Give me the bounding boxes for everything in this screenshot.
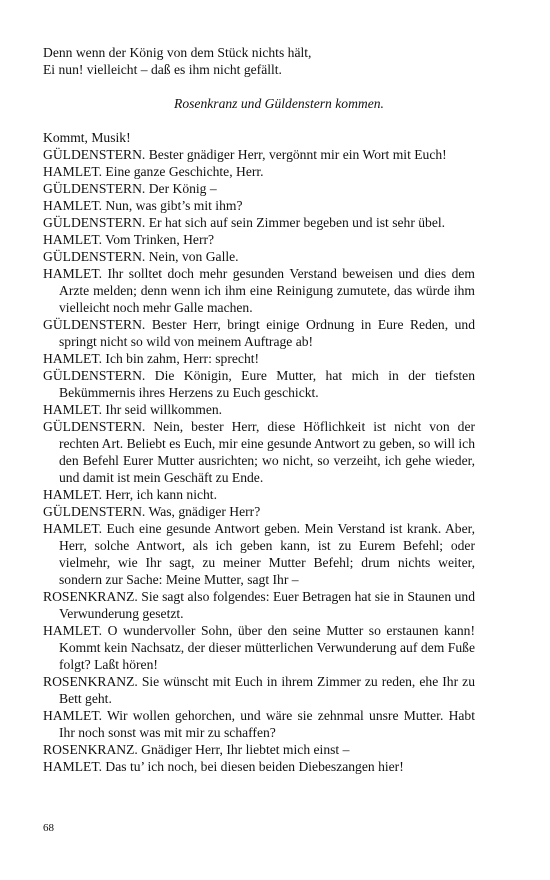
speech: HAMLET. Nun, was gibt’s mit ihm? [43, 198, 243, 213]
verse-block [43, 44, 475, 78]
stage-direction: Rosenkranz und Güldenstern kommen. [174, 96, 384, 111]
speech: HAMLET. Ihr seid willkommen. [43, 402, 223, 417]
speech: GÜLDENSTERN. Bester Herr, bringt einige Ordnung in Eure Reden, und springt nicht so wild von meinem Auftrage ab! [43, 317, 475, 349]
speech: GÜLDENSTERN. Nein, von Galle. [43, 249, 239, 264]
speech: HAMLET. Das tu’ ich noch, bei diesen beiden Diebeszangen hier! [43, 759, 404, 774]
speech: ROSENKRANZ. Sie sagt also folgendes: Euer Betragen hat sie in Staunen und Verwunderung gesetzt. [43, 589, 475, 621]
speech: GÜLDENSTERN. Was, gnädiger Herr? [43, 504, 261, 519]
speech: GÜLDENSTERN. Er hat sich auf sein Zimmer begeben und ist sehr übel. [43, 215, 446, 230]
speech: HAMLET. Ich bin zahm, Herr: sprecht! [43, 351, 260, 366]
speech: GÜLDENSTERN. Nein, bester Herr, diese Höflichkeit ist nicht von der rechten Art. Beliebt es Euch, mir eine gesunde Antwort zu geben, so will ich den Befehl Eurer Mutter ausrichten; wo nicht, so verzeiht, ich gehe wieder, und damit ist mein Geschäft zu Ende. [43, 419, 476, 485]
speech: GÜLDENSTERN. Der König – [43, 181, 217, 196]
verse-line: Ei nun! vielleicht – daß es ihm nicht gefällt. [43, 62, 282, 77]
speech: ROSENKRANZ. Gnädiger Herr, Ihr liebtet mich einst – [43, 742, 350, 757]
opening-line: Kommt, Musik! [43, 130, 131, 145]
speech: HAMLET. Ihr solltet doch mehr gesunden Verstand beweisen und dies dem Arzte melden; denn wenn ich ihm eine Reinigung zumutete, das würde ihm vielleicht noch mehr Galle machen. [43, 266, 475, 315]
speech: HAMLET. Vom Trinken, Herr? [43, 232, 215, 247]
speech: HAMLET. Wir wollen gehorchen, und wäre sie zehnmal unsre Mutter. Habt Ihr noch sonst was mit mir zu schaffen? [43, 708, 475, 740]
speech: HAMLET. Herr, ich kann nicht. [43, 487, 217, 502]
speech: ROSENKRANZ. Sie wünscht mit Euch in ihrem Zimmer zu reden, ehe Ihr zu Bett geht. [43, 674, 475, 706]
dialogue [43, 146, 475, 775]
speech: GÜLDENSTERN. Die Königin, Eure Mutter, hat mich in der tiefsten Bekümmernis ihres Herzens zu Euch geschickt. [43, 368, 475, 400]
verse-line: Denn wenn der König von dem Stück nichts hält, [43, 45, 312, 60]
speech: HAMLET. O wundervoller Sohn, über den seine Mutter so erstaunen kann! Kommt kein Nachsatz, der dieser mütterlichen Verwunderung auf dem Fuße folgt? Laßt hören! [43, 623, 475, 672]
page-text [43, 44, 475, 775]
speech: HAMLET. Euch eine gesunde Antwort geben. Mein Verstand ist krank. Aber, Herr, solche Antwort, als ich geben kann, ist zu Eurem Befehl; oder vielmehr, wie Ihr sagt, zu meiner Mutter Befehl; drum nichts weiter, sondern zur Sache: Meine Mutter, sagt Ihr – [43, 521, 475, 587]
page-number: 68 [43, 822, 54, 834]
speech: GÜLDENSTERN. Bester gnädiger Herr, vergönnt mir ein Wort mit Euch! [43, 147, 447, 162]
speech: HAMLET. Eine ganze Geschichte, Herr. [43, 164, 264, 179]
